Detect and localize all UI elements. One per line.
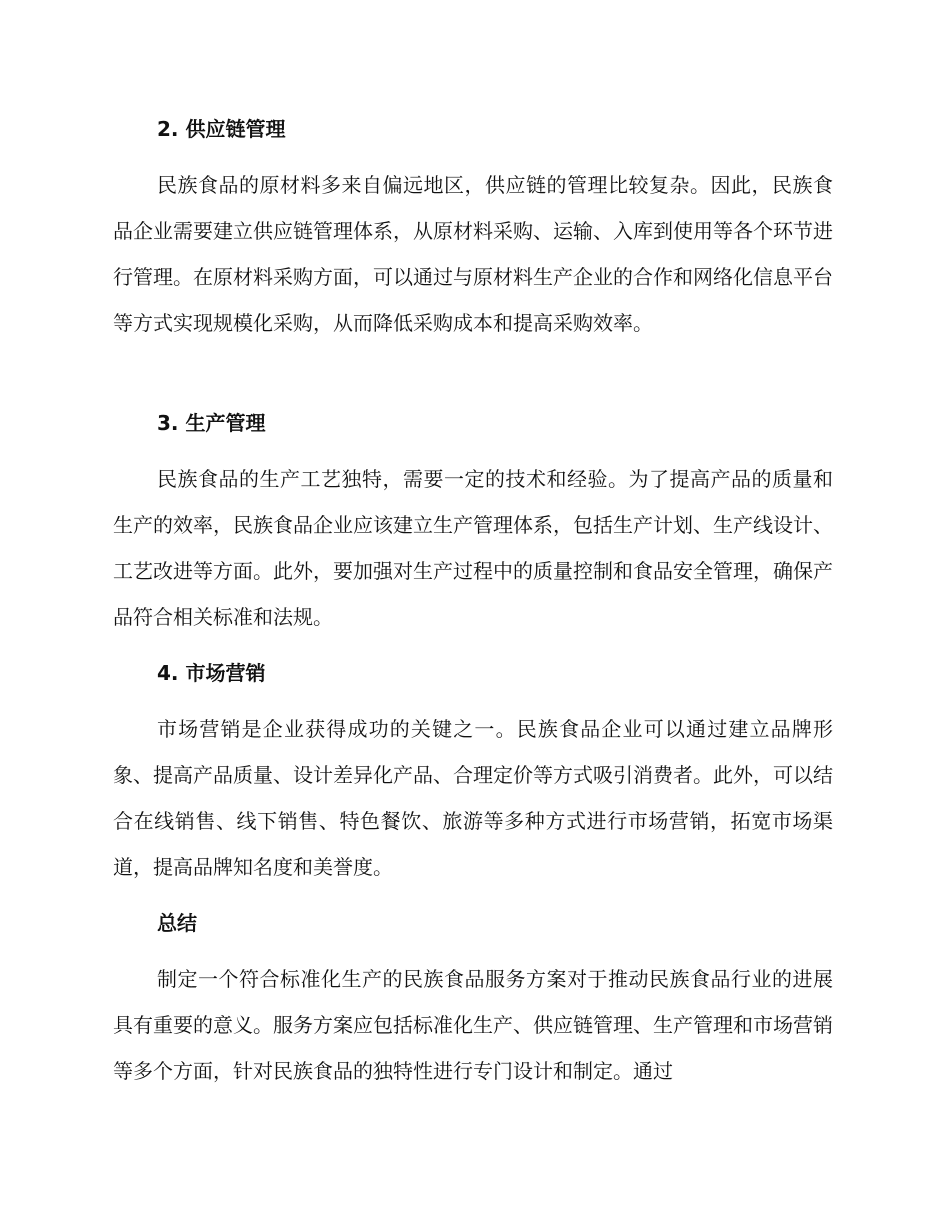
section-heading-production: 3. 生产管理 (157, 411, 266, 435)
section-heading-summary: 总结 (157, 911, 197, 935)
section-paragraph-supply-chain: 民族食品的原材料多来自偏远地区，供应链的管理比较复杂。因此，民族食品企业需要建立供应链管理体系，从原材料采购、运输、入库到使用等各个环节进行管理。在原材料采购方面，可以通过与原材料生产企业的合作和网络化信息平台等方式实现规模化采购，从而降低采购成本和提高采购效率。 (113, 173, 833, 335)
section-heading-supply-chain: 2. 供应链管理 (157, 117, 286, 141)
section-heading-marketing: 4. 市场营销 (157, 661, 266, 685)
section-paragraph-production: 民族食品的生产工艺独特，需要一定的技术和经验。为了提高产品的质量和生产的效率，民族食品企业应该建立生产管理体系，包括生产计划、生产线设计、工艺改进等方面。此外，要加强对生产过程中的质量控制和食品安全管理，确保产品符合相关标准和法规。 (113, 467, 833, 629)
section-paragraph-summary: 制定一个符合标准化生产的民族食品服务方案对于推动民族食品行业的进展具有重要的意义。服务方案应包括标准化生产、供应链管理、生产管理和市场营销等多个方面，针对民族食品的独特性进行专门设计和制定。通过 (113, 967, 833, 1083)
section-paragraph-marketing: 市场营销是企业获得成功的关键之一。民族食品企业可以通过建立品牌形象、提高产品质量、设计差异化产品、合理定价等方式吸引消费者。此外，可以结合在线销售、线下销售、特色餐饮、旅游等多种方式进行市场营销，拓宽市场渠道，提高品牌知名度和美誉度。 (113, 717, 833, 879)
